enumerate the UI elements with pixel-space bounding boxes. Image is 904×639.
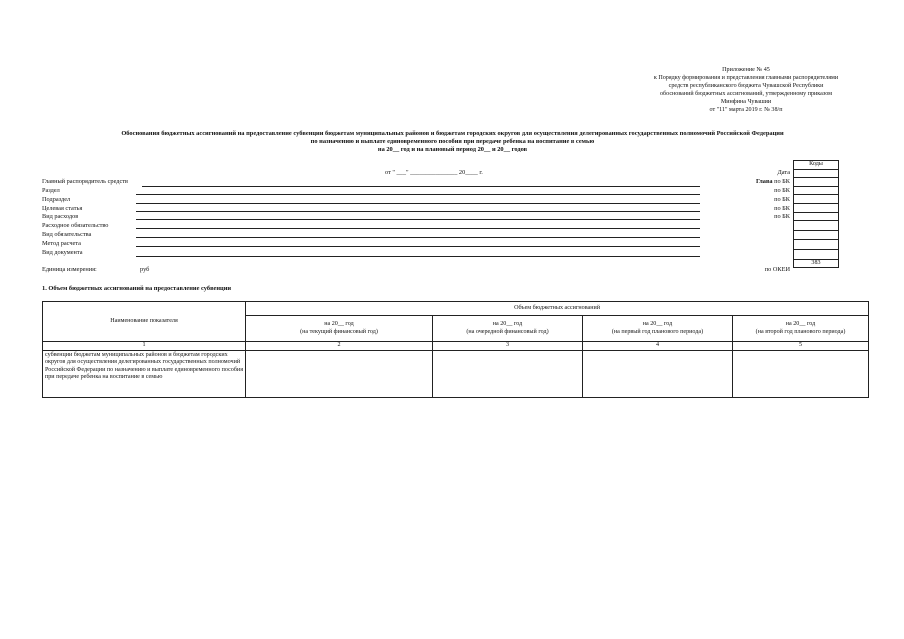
chapter-prefix: Глава [755,178,773,185]
document-subtitle: по назначению и выплате единовременного пособия при передаче ребенка на воспитание в семью [310,138,595,145]
field-unit-label: Единица измерения: [42,266,97,273]
code-label-target: по БК [774,205,790,212]
appendix-order-date: от "11" марта 2019 г. № 38/п [709,107,783,113]
chapter-by-bk: по БК [774,178,790,185]
field-calc-method: Метод расчета [42,240,81,247]
col-header-indicator: Наименование показателя [43,302,246,342]
col-header-year: на 20__ год [492,321,523,327]
appendix-line: обоснований бюджетных ассигнований, утвержденному приказом [659,91,833,97]
obligation-line[interactable] [136,228,700,229]
value-cell-next[interactable] [433,350,583,397]
col-header-plan2 [733,316,869,342]
column-number-row [43,342,869,351]
col-header-year: на 20__ год [785,321,816,327]
calc-method-line[interactable] [136,246,700,247]
col-number: 1 [43,342,246,351]
code-label-date: Дата [777,169,790,176]
col-header-plan1 [583,316,733,342]
codes-header: Коды [794,161,839,170]
code-label-chapter [756,178,790,185]
col-header-desc: (на очередной финансовый год) [466,328,549,335]
main-manager-line[interactable] [142,186,700,187]
field-unit-value: руб [140,266,150,273]
allocations-table [42,301,869,398]
section-line[interactable] [136,194,700,195]
col-number: 3 [433,342,583,351]
code-label-okei: по ОКЕИ [764,266,790,273]
appendix-number: Приложение № 45 [722,67,770,73]
appendix-line: средств республиканского бюджета Чувашской Республики [668,83,824,89]
code-cell-target[interactable] [794,203,839,212]
expense-type-line[interactable] [136,219,700,220]
field-section: Раздел [42,187,60,194]
field-target-article: Целевая статья [42,205,83,212]
appendix-line: Минфина Чувашии [720,99,772,105]
code-cell-section[interactable] [794,186,839,195]
section-title: 1. Объем бюджетных ассигнований на предоставление субвенции [42,285,232,292]
col-header-next [433,316,583,342]
field-document-type: Вид документа [42,249,83,256]
value-cell-plan2[interactable] [733,350,869,397]
col-header-desc: (на первый год планового периода) [611,328,704,335]
field-obligation: Расходное обязательство [42,222,109,229]
code-cell-obligation[interactable] [794,221,839,231]
field-subsection: Подраздел [42,196,71,203]
appendix-line: к Порядку формирования и представления главными распорядителями [653,75,839,81]
col-header-current [246,316,433,342]
col-header-year: на 20__ год [642,321,673,327]
subsection-line[interactable] [136,203,700,204]
field-main-manager: Главный распорядитель средств [42,178,129,185]
col-number: 4 [583,342,733,351]
row-indicator-name: субвенции бюджетам муниципальных районов и бюджетам городских округов для осуществления делегированных государственных полномочий Российской Федерации по назначению и выплате единовременного пособия при передаче ребенка на воспитание в семью [43,350,246,397]
document-period: на 20__ год и на плановый период 20__ и 20__ годов [377,146,528,153]
code-cell-okei: 383 [794,259,839,268]
col-header-desc: (на второй год планового периода) [755,328,846,335]
code-label-section: по БК [774,187,790,194]
col-number: 5 [733,342,869,351]
obligation-type-line[interactable] [136,237,700,238]
code-label-subsection: по БК [774,196,790,203]
code-cell-document-type[interactable] [794,249,839,259]
value-cell-current[interactable] [246,350,433,397]
field-expense-type: Вид расходов [42,213,79,220]
col-header-desc: (на текущий финансовый год) [300,328,378,335]
date-line: от " ___" _______________ 20____ г. [385,169,483,176]
document-title: Обоснования бюджетных ассигнований на предоставление субвенции бюджетам муниципальных районов и бюджетам городских округов для осуществления делегированных государственных полномочий Российской Федерации [121,130,784,137]
code-label-expense: по БК [774,213,790,220]
target-article-line[interactable] [136,211,700,212]
table-row [43,350,869,397]
codes-table [793,160,839,268]
col-header-year: на 20__ год [324,321,354,327]
code-cell-obligation-type[interactable] [794,230,839,240]
code-cell-date[interactable] [794,169,839,178]
col-header-group: Объем бюджетных ассигнований [246,302,869,316]
code-cell-expense[interactable] [794,212,839,221]
document-type-line[interactable] [136,256,700,257]
field-obligation-type: Вид обязательства [42,231,92,238]
code-cell-subsection[interactable] [794,195,839,204]
col-number: 2 [246,342,433,351]
code-cell-chapter[interactable] [794,178,839,187]
code-cell-calc-method[interactable] [794,240,839,250]
value-cell-plan1[interactable] [583,350,733,397]
